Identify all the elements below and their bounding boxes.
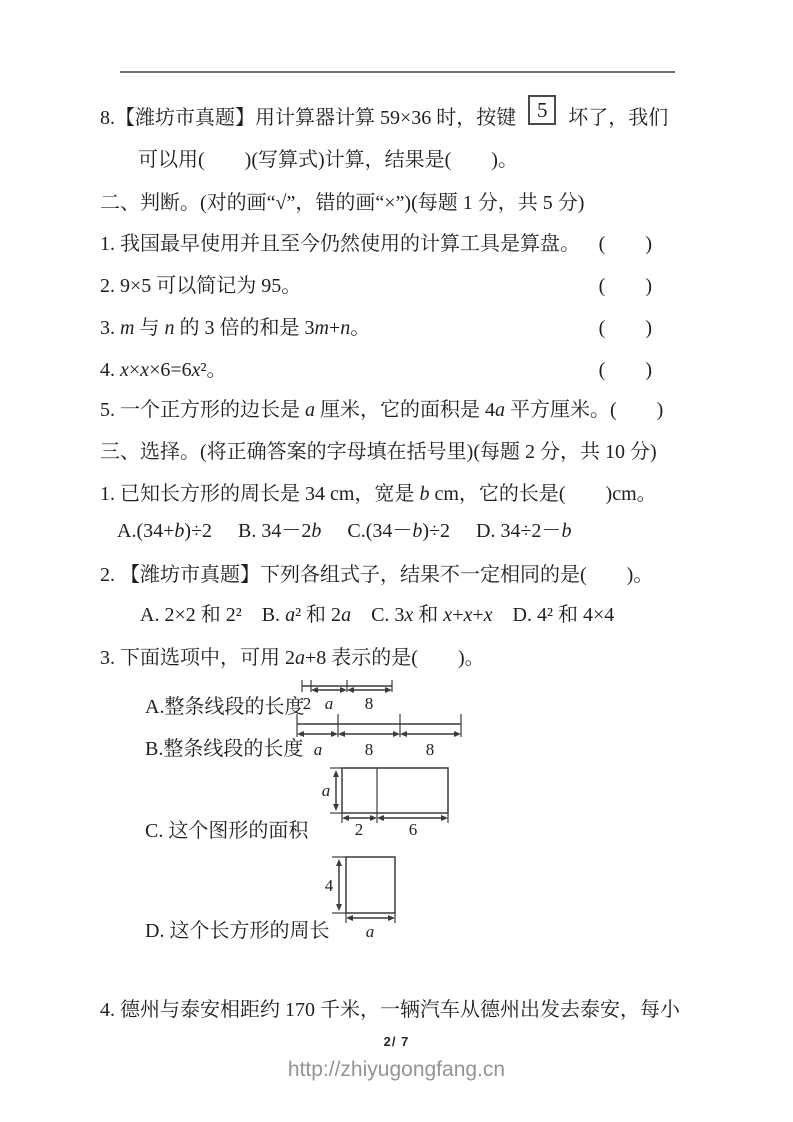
answer-parens: ( ): [598, 275, 652, 297]
choice-q2-option-d: D. 4² 和 4×4: [512, 604, 615, 626]
rectangle-diagram-d: [320, 851, 402, 939]
diagram-c-height-label: a: [321, 781, 331, 800]
choice-q1-options: [117, 518, 571, 544]
judgment-item-4: [100, 357, 652, 383]
answer-parens: ( ): [598, 233, 652, 255]
diagram-c-part-label-6: 6: [408, 820, 418, 839]
choice-q2-options: [140, 602, 614, 628]
diagram-c-part-label-2: 2: [354, 820, 364, 839]
height-arrow: [336, 859, 342, 911]
dimension-arrows: [297, 731, 461, 737]
choice-q2-option-a: A. 2×2 和 2²: [140, 604, 242, 626]
diagram-b-label-8a: 8: [364, 740, 374, 759]
diagram-b-label-a: a: [313, 740, 323, 759]
choice-q2-option-c: C. 3x 和 x+x+x: [371, 604, 493, 626]
judgment-item-1: [100, 231, 652, 257]
judgment-item-5-text: 5. 一个正方形的边长是 a 厘米，它的面积是 4a 平方厘米。: [100, 399, 610, 421]
line-segment-diagram-a: [296, 676, 398, 714]
choice-q1-text: 1. 已知长方形的周长是 34 cm，宽是 b cm，它的长是( )cm。: [100, 483, 657, 505]
calculator-key-5: 5: [528, 95, 556, 125]
header-rule: [120, 71, 675, 73]
dimension-arrows: [311, 687, 392, 693]
question-8-text-prefix: 8.【潍坊市真题】用计算器计算 59×36 时，按键: [100, 107, 517, 129]
line-segment-diagram-b: [291, 710, 467, 758]
answer-parens: ( ): [598, 317, 652, 339]
diagram-a-label-a: a: [324, 694, 334, 713]
choice-q3-option-c-label: C. 这个图形的面积: [145, 820, 309, 842]
choice-q3-option-a-label: A.整条线段的长度: [145, 696, 305, 718]
diagram-d-height-label: 4: [324, 876, 334, 895]
judgment-item-2: [100, 273, 652, 299]
diagram-b-label-8b: 8: [425, 740, 435, 759]
choice-q3-option-d-label: D. 这个长方形的周长: [145, 920, 330, 942]
judgment-item-3-text: 3. m 与 n 的 3 倍的和是 3m+n。: [100, 317, 371, 339]
answer-parens: ( ): [598, 359, 652, 381]
question-8-line2: 可以用( )(写算式)计算，结果是( )。: [138, 149, 518, 171]
question-8-line1: [100, 98, 669, 132]
judgment-item-4-text: 4. x×x×6=6x²。: [100, 359, 227, 381]
footer-url: http://zhiyugongfang.cn: [287, 1058, 506, 1081]
judgment-item-5: [100, 397, 664, 423]
choice-q3-text: 3. 下面选项中，可用 2a+8 表示的是( )。: [100, 647, 485, 669]
height-arrow: [333, 770, 339, 811]
answer-parens: ( ): [610, 399, 664, 421]
section-2-heading: 二、判断。(对的画“√”，错的画“×”)(每题 1 分，共 5 分): [100, 192, 585, 214]
diagram-d-width-label: a: [365, 922, 375, 941]
judgment-item-3: [100, 315, 652, 341]
diagram-a-label-2: 2: [302, 694, 312, 713]
section-3-heading: 三、选择。(将正确答案的字母填在括号里)(每题 2 分，共 10 分): [100, 441, 657, 463]
page-number: 2/ 7: [383, 1034, 410, 1049]
choice-q3-option-b-label: B.整条线段的长度: [145, 738, 304, 760]
rectangle-outline: [330, 768, 448, 813]
question-8-text-suffix: 坏了，我们: [568, 107, 669, 129]
choice-q1-option-b: B. 34－2b: [238, 520, 322, 542]
choice-q1-option-a: A.(34+b)÷2: [117, 520, 213, 542]
choice-q1-option-c: C.(34－b)÷2: [347, 520, 451, 542]
judgment-item-2-text: 2. 9×5 可以简记为 95。: [100, 275, 302, 297]
question-4-text: 4. 德州与泰安相距约 170 千米，一辆汽车从德州出发去泰安，每小: [100, 999, 680, 1021]
judgment-item-1-text: 1. 我国最早使用并且至今仍然使用的计算工具是算盘。: [100, 233, 580, 255]
choice-q2-option-b: B. a² 和 2a: [261, 604, 352, 626]
diagram-a-label-8: 8: [364, 694, 374, 713]
rectangle-diagram-c: [318, 763, 455, 837]
choice-q2-text: 2. 【潍坊市真题】下列各组式子，结果不一定相同的是( )。: [100, 564, 654, 586]
choice-q1-option-d: D. 34÷2－b: [476, 520, 572, 542]
